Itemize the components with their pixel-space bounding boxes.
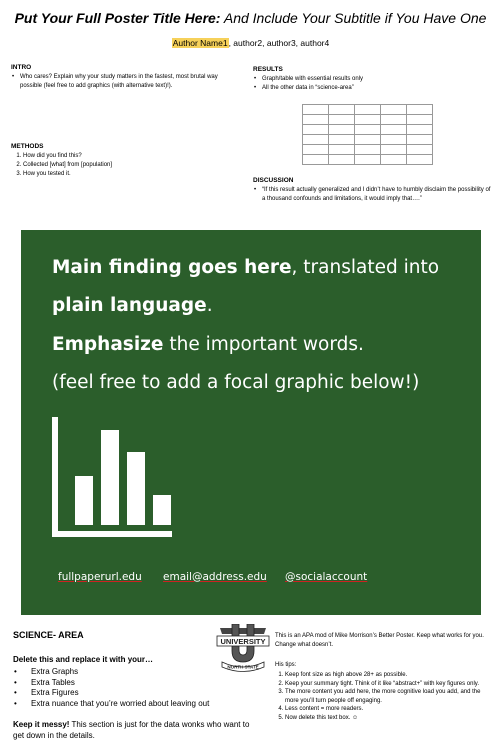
poster-title-main: Put Your Full Poster Title Here:: [14, 10, 221, 26]
university-logo: [214, 624, 272, 674]
chart-bar: [75, 476, 93, 525]
chart-axis-y: [52, 417, 58, 537]
social-account-link[interactable]: @socialaccount: [285, 571, 368, 583]
discussion-section: [253, 177, 493, 204]
logo-banner-text: NORTH STATE: [227, 664, 259, 670]
poster-title: [0, 10, 501, 26]
discussion-heading: DISCUSSION: [253, 177, 294, 184]
focal-bar-chart-graphic: [52, 417, 182, 542]
extras-item: • Extra Tables: [31, 678, 209, 689]
other-authors: , author2, author3, author4: [228, 38, 330, 48]
extras-item: • Extra Figures: [31, 688, 209, 699]
chart-bar: [127, 452, 145, 525]
finding-text: , translated into: [291, 257, 440, 278]
finding-emphasis: Emphasize: [52, 334, 164, 355]
tip-item: 4. Less content = more readers.: [285, 705, 490, 714]
tip-item: 5. Now delete this text box. ☺: [285, 714, 490, 723]
messy-emphasis: Keep it messy!: [13, 720, 70, 729]
results-heading: RESULTS: [253, 66, 283, 73]
finding-line-2: [52, 295, 213, 316]
finding-text: the important words.: [163, 334, 364, 355]
apa-note: This is an APA mod of Mike Morrison’s Better Poster. Keep what works for you. Change what doesn’t.: [275, 633, 484, 648]
tip-item: 3. The more content you add here, the more cognitive load you add, and the more you’ll turn people off engaging.: [285, 688, 490, 705]
poster-subtitle: And Include Your Subtitle if You Have One: [220, 10, 487, 26]
methods-item: 1. How did you find this?: [23, 152, 226, 161]
chart-axis-x: [52, 531, 172, 537]
science-extras-list: [13, 667, 209, 709]
tip-item: 1. Keep font size as high above 28+ as possible.: [285, 671, 490, 680]
finding-line-4: (feel free to add a focal graphic below!): [52, 372, 420, 393]
finding-emphasis: Main finding goes here: [52, 257, 292, 278]
results-bullet: • Graph/table with essential results only: [262, 75, 488, 84]
finding-text: .: [206, 295, 213, 316]
results-section: [253, 66, 488, 93]
intro-section: [11, 64, 226, 91]
tip-item: 2. Keep your summary tight. Think of it like “abstract+” with key figures only.: [285, 680, 490, 689]
discussion-bullet: • “If this result actually generalized and I didn’t have to humbly disclaim the possibility of a thousand confounds and limitations, it would imply that….”: [262, 186, 493, 204]
methods-heading: METHODS: [11, 143, 44, 150]
email-link[interactable]: email@address.edu: [163, 571, 267, 583]
finding-line-1: [52, 257, 439, 278]
intro-heading: INTRO: [11, 64, 32, 71]
finding-line-3: [52, 334, 364, 355]
first-author: Author Name1: [172, 38, 228, 48]
science-instruction: Delete this and replace it with your…: [13, 655, 154, 664]
methods-item: 2. Collected [what] from [population]: [23, 161, 226, 170]
results-bullet: • All the other data in “science-area”: [262, 84, 488, 93]
finding-emphasis: plain language: [52, 295, 207, 316]
results-table-placeholder: [302, 104, 433, 165]
extras-item: • Extra Graphs: [31, 667, 209, 678]
main-finding-box: [21, 230, 481, 615]
tips-list: [275, 671, 490, 722]
science-messy-note: [13, 720, 253, 741]
methods-item: 3. How you tested it.: [23, 170, 226, 179]
paper-url-link[interactable]: fullpaperurl.edu: [58, 571, 142, 583]
chart-bar: [153, 495, 171, 525]
author-line: [0, 38, 501, 48]
science-area-heading: SCIENCE- AREA: [13, 630, 84, 640]
chart-bar: [101, 430, 119, 525]
messy-text: This section is just for the data wonks who want to get down in the details.: [13, 720, 250, 740]
extras-item: • Extra nuance that you’re worried about leaving out: [31, 699, 209, 710]
tips-heading: His tips:: [275, 662, 297, 668]
logo-top-band: [220, 628, 266, 634]
intro-bullet: • Who cares? Explain why your study matters in the fastest, most brutal way possible (feel free to add graphics (with alternative text)!).: [20, 73, 226, 91]
methods-section: [11, 143, 226, 179]
logo-word: UNIVERSITY: [220, 637, 266, 646]
